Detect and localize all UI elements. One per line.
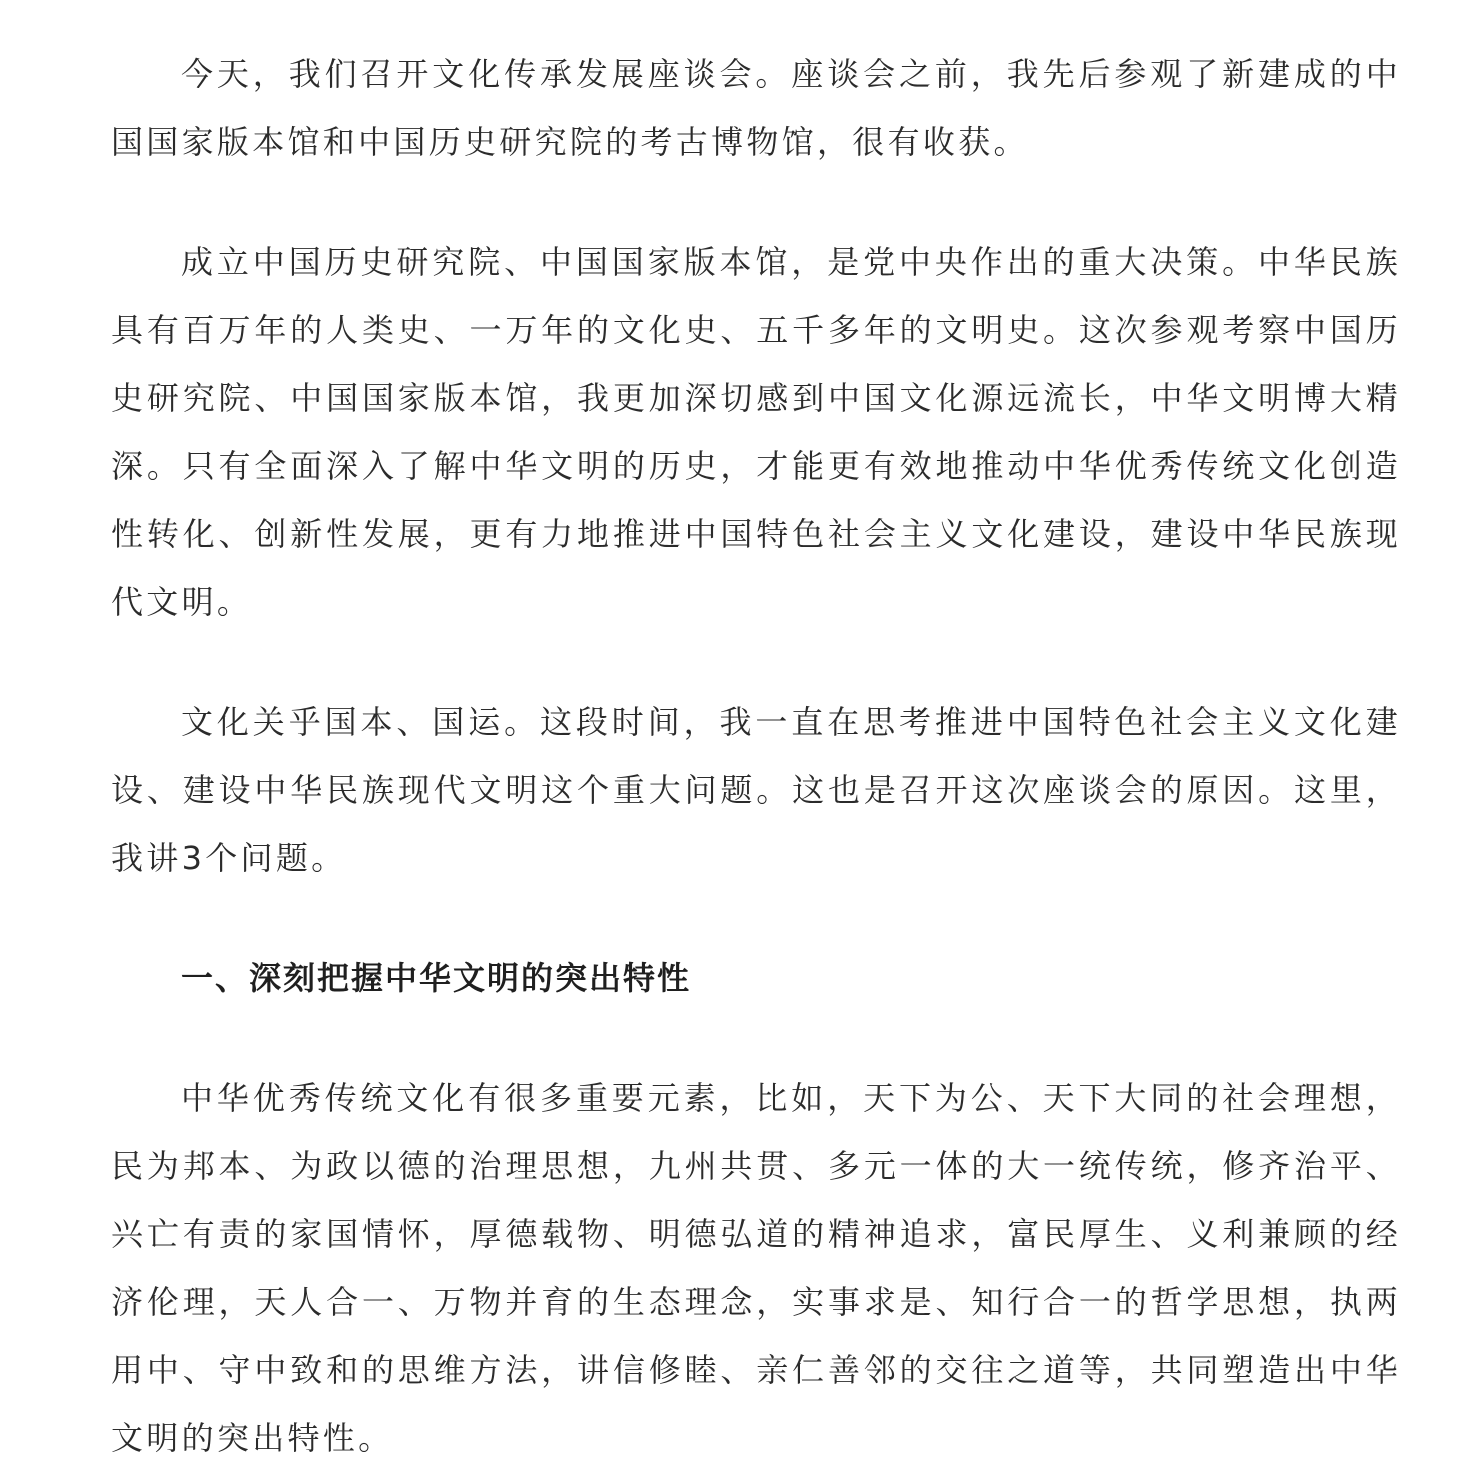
section-heading: 一、深刻把握中华文明的突出特性 (181, 959, 692, 997)
paragraph-intro: 今天，我们召开文化传承发展座谈会。座谈会之前，我先后参观了新建成的中国国家版本馆和中国历史研究院的考古博物馆，很有收获。 (111, 55, 1401, 161)
article-body (111, 40, 1401, 1472)
paragraph-history-institutes: 成立中国历史研究院、中国国家版本馆，是党中央作出的重大决策。中华民族具有百万年的人类史、一万年的文化史、五千多年的文明史。这次参观考察中国历史研究院、中国国家版本馆，我更加深切感到中国文化源远流长，中华文明博大精深。只有全面深入了解中华文明的历史，才能更有效地推动中华优秀传统文化创造性转化、创新性发展，更有力地推进中国特色社会主义文化建设，建设中华民族现代文明。 (111, 243, 1401, 621)
paragraph-traditional-culture-elements: 中华优秀传统文化有很多重要元素，比如，天下为公、天下大同的社会理想，民为邦本、为政以德的治理思想，九州共贯、多元一体的大一统传统，修齐治平、兴亡有责的家国情怀，厚德载物、明德弘道的精神追求，富民厚生、义利兼顾的经济伦理，天人合一、万物并育的生态理念，实事求是、知行合一的哲学思想，执两用中、守中致和的思维方法，讲信修睦、亲仁善邻的交往之道等，共同塑造出中华文明的突出特性。 (111, 1079, 1401, 1457)
paragraph-culture-and-nation: 文化关乎国本、国运。这段时间，我一直在思考推进中国特色社会主义文化建设、建设中华民族现代文明这个重大问题。这也是召开这次座谈会的原因。这里，我讲3个问题。 (111, 703, 1401, 877)
